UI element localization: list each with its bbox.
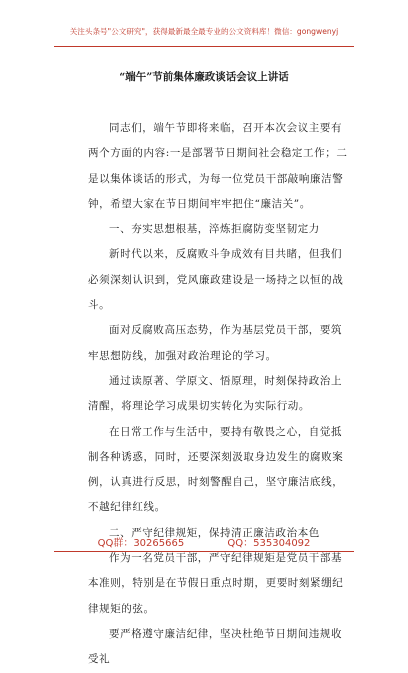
paragraph: 作为一名党员干部，严守纪律规矩是党员干部基本准则，特别是在节假日重点时期，更要时刻紧绷纪律规矩的弦。 xyxy=(88,552,344,615)
section-heading-2: 二、严守纪律规矩，保持清正廉洁政治本色 xyxy=(109,526,320,539)
footer-qq-group: QQ群：30265665 xyxy=(97,538,185,549)
section-heading-1: 一、夯实思想根基，淬炼拒腐防变坚韧定力 xyxy=(109,223,320,236)
footer-divider xyxy=(54,551,354,552)
document-body xyxy=(88,116,352,673)
header-banner: 关注头条号"公文研究"，获得最新最全最专业的公文资料库！微信：gongwenyj xyxy=(69,27,339,36)
footer-contact xyxy=(0,534,408,549)
paragraph: 新时代以来，反腐败斗争成效有目共睹，但我们必须深刻认识到，党风廉政建设是一场持之以恒的战斗。 xyxy=(88,248,344,312)
paragraph: 面对反腐败高压态势，作为基层党员干部，要筑牢思想防线，加强对政治理论的学习。 xyxy=(88,324,343,362)
paragraph: 在日常工作与生活中，要持有敬畏之心，自觉抵制各种诱惑，同时，还要深刻汲取身边发生的腐败案例，认真进行反思，时刻警醒自己，坚守廉洁底线，不越纪律红线。 xyxy=(88,425,344,514)
paragraph-opening: 同志们，端午节即将来临，召开本次会议主要有两个方面的内容:一是部署节日期间社会稳定工作；二是以集体谈话的形式，为每一位党员干部敲响廉洁警钟，希望大家在节日期间牢牢把住“廉洁关”。 xyxy=(88,122,348,210)
paragraph-truncated: 要严格遵守廉洁纪律，坚决杜绝节日期间违规收受礼 xyxy=(88,627,343,666)
document-title: “端午”节前集体廉政谈话会议上讲话 xyxy=(119,71,289,83)
paragraph: 通过读原著、学原文、悟原理，时刻保持政治上清醒，将理论学习成果切实转化为实际行动。 xyxy=(88,374,343,413)
header-divider xyxy=(54,46,354,47)
footer-qq: QQ：535304092 xyxy=(227,538,311,549)
